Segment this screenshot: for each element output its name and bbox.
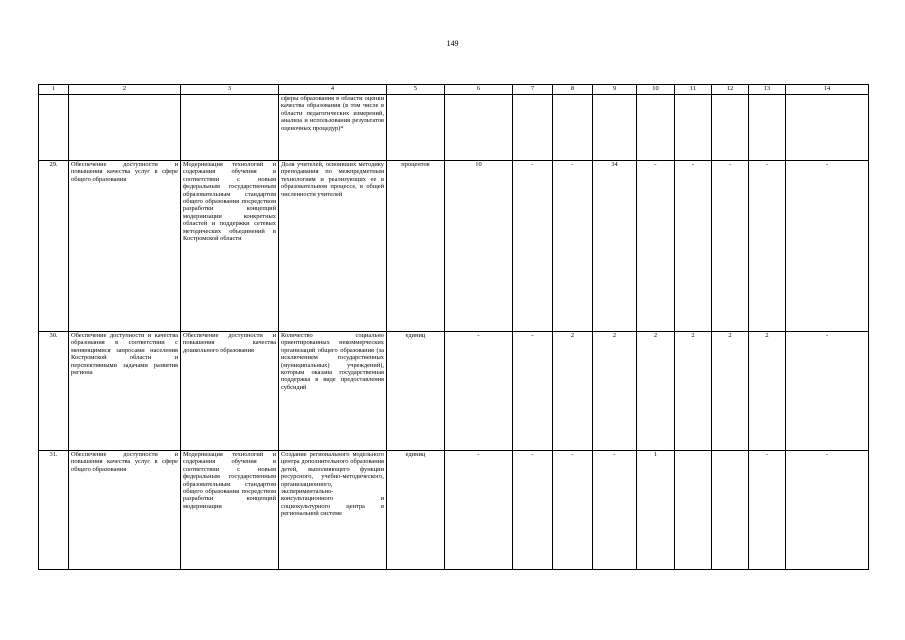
goal-cell: Обеспечение доступности и качества образования в соответствии с меняющимися запросами населения Костромской области и перспективными задачами развития региона [69,332,181,451]
value-cell [712,451,749,570]
unit-cell [387,95,445,161]
unit-cell: единиц [387,451,445,570]
value-cell [513,95,553,161]
header-cell: 5 [387,85,445,95]
header-cell: 9 [593,85,637,95]
header-cell: 1 [39,85,69,95]
value-cell: - [712,161,749,332]
value-cell: - [513,161,553,332]
header-cell: 3 [181,85,279,95]
goal-cell: Обеспечение доступности и повышения качества услуг в сфере общего образования [69,161,181,332]
value-cell: - [675,161,712,332]
indicator-cell: Количество социально ориентированных некоммерческих организаций общего образования (за исключением государственных (муниципальных) учреждений), которым оказана государственная поддержка в виде предоставления субсидий [279,332,387,451]
value-cell: - [445,451,513,570]
value-cell: - [445,332,513,451]
value-cell [675,95,712,161]
header-row [39,85,869,95]
value-cell [553,95,593,161]
task-cell: Модернизация технологий и содержания обучения в соответствии с новым федеральным государственным образовательным стандартом общего образования посредством разработки концепций модернизации конкретных областей и поддержки сетевых методических объединений в Костромской области [181,161,279,332]
header-cell: 12 [712,85,749,95]
value-cell: - [749,161,786,332]
value-cell: 2 [749,332,786,451]
value-cell: 10 [445,161,513,332]
value-cell [786,95,869,161]
value-cell: 34 [593,161,637,332]
header-cell: 14 [786,85,869,95]
value-cell: 2 [675,332,712,451]
value-cell [749,95,786,161]
header-cell: 8 [553,85,593,95]
value-cell: 2 [637,332,675,451]
row-number: 31. [39,451,69,570]
value-cell [445,95,513,161]
value-cell: 2 [593,332,637,451]
value-cell: - [513,451,553,570]
table-row [39,95,869,161]
indicator-cell: сферы образования в области оценки качества образования (в том числе в области педагогических измерений, анализа и использования результатов оценочных процедур)* [279,95,387,161]
task-cell [181,95,279,161]
value-cell: - [786,332,869,451]
table-row [39,451,869,570]
value-cell: - [553,451,593,570]
row-number [39,95,69,161]
header-cell: 11 [675,85,712,95]
value-cell: - [786,451,869,570]
unit-cell: процентов [387,161,445,332]
task-cell: Модернизация технологий и содержания обучения в соответствии с новым федеральным государственным образовательным стандартом общего образования посредством разработки концепций модернизации [181,451,279,570]
indicator-cell: Доля учителей, освоивших методику преподавания по межпредметным технологиям и реализующих ее в образовательном процессе, в общей численности учителей [279,161,387,332]
value-cell: - [513,332,553,451]
table-row [39,161,869,332]
value-cell: - [593,451,637,570]
goal-cell [69,95,181,161]
table-row [39,332,869,451]
header-cell: 13 [749,85,786,95]
header-cell: 7 [513,85,553,95]
value-cell: - [786,161,869,332]
value-cell: 2 [553,332,593,451]
value-cell: 2 [712,332,749,451]
page-number: 149 [446,39,459,48]
header-cell: 2 [69,85,181,95]
value-cell: - [637,161,675,332]
value-cell: - [553,161,593,332]
indicators-table [38,84,869,570]
value-cell: 1 [637,451,675,570]
unit-cell: единиц [387,332,445,451]
goal-cell: Обеспечение доступности и повышения качества услуг в сфере общего образования [69,451,181,570]
value-cell [712,95,749,161]
value-cell: - [749,451,786,570]
value-cell [675,451,712,570]
header-cell: 10 [637,85,675,95]
row-number: 29. [39,161,69,332]
task-cell: Обеспечение доступности и повышения качества дошкольного образования [181,332,279,451]
value-cell [637,95,675,161]
row-number: 30. [39,332,69,451]
header-cell: 4 [279,85,387,95]
value-cell [593,95,637,161]
indicator-cell: Создание регионального модельного центра дополнительного образования детей, выполняющего функции ресурсного, учебно-методического, организационного, экспериментально-консультационного и социокультурного центра в региональной системе [279,451,387,570]
header-cell: 6 [445,85,513,95]
